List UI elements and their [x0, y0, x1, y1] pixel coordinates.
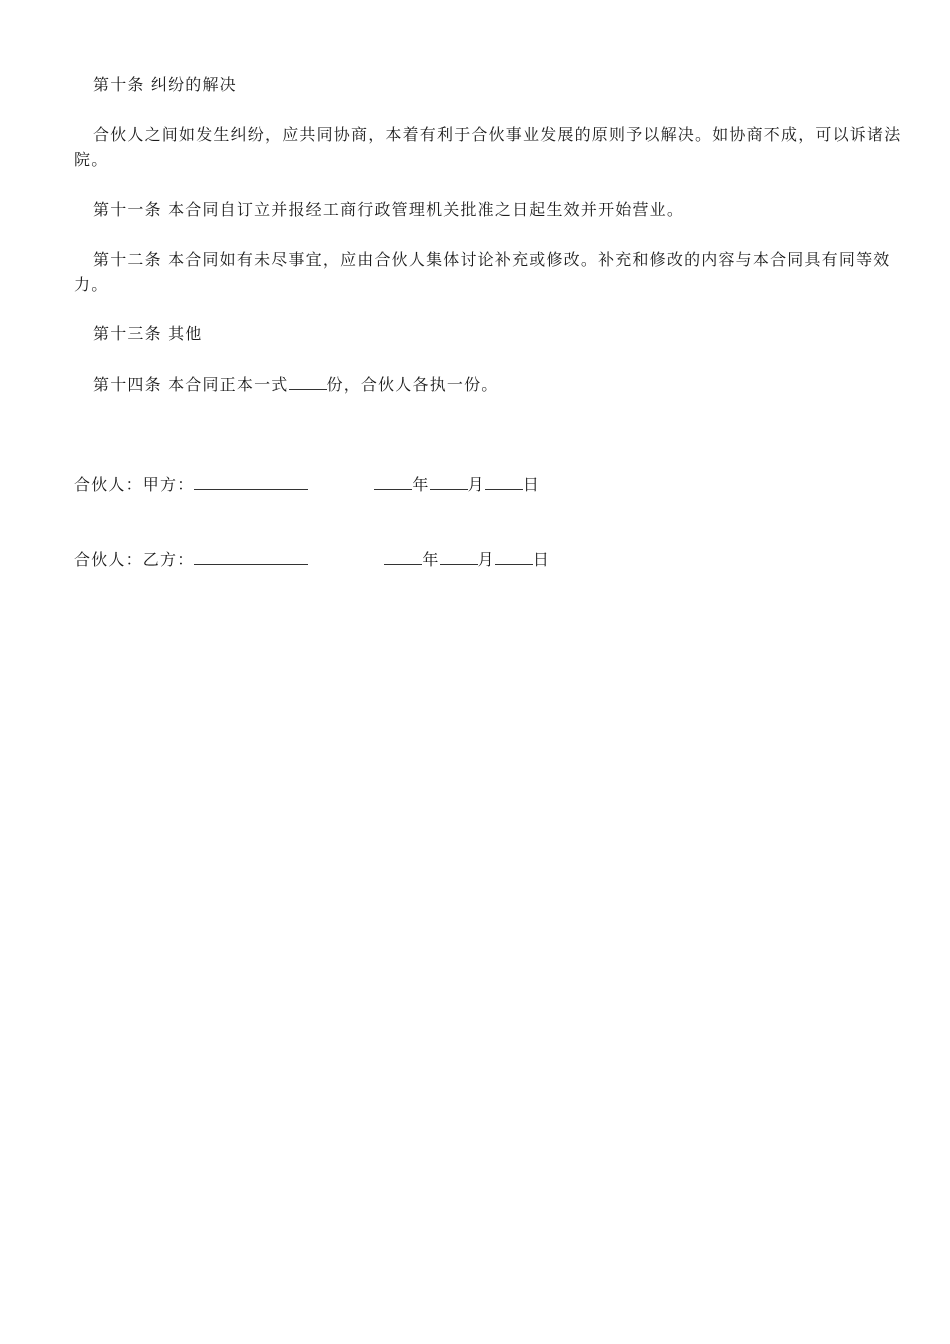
party-a-month-blank[interactable] [430, 471, 468, 490]
article-11: 第十一条 本合同自订立并报经工商行政管理机关批准之日起生效并开始营业。 [93, 200, 685, 219]
party-a-year-blank[interactable] [374, 471, 412, 490]
article-10-title: 第十条 纠纷的解决 [93, 75, 237, 94]
party-a-day-label: 日 [522, 475, 541, 494]
party-b-label: 合伙人：乙方： [74, 550, 195, 569]
party-b-signature-blank[interactable] [194, 546, 308, 565]
article-14-suffix: 份，合伙人各执一份。 [326, 375, 499, 394]
party-a-signature-blank[interactable] [194, 471, 308, 490]
party-b-year-blank[interactable] [384, 546, 422, 565]
copies-blank[interactable] [289, 371, 327, 390]
party-b-day-label: 日 [532, 550, 551, 569]
article-12: 第十二条 本合同如有未尽事宜，应由合伙人集体讨论补充或修改。补充和修改的内容与本合同具有同等效力。 [74, 250, 891, 294]
party-a-year-label: 年 [412, 475, 430, 494]
party-a-day-blank[interactable] [485, 471, 523, 490]
party-b-day-blank[interactable] [495, 546, 533, 565]
article-13: 第十三条 其他 [93, 324, 203, 343]
party-b-month-label: 月 [477, 550, 495, 569]
article-10-body: 合伙人之间如发生纠纷，应共同协商，本着有利于合伙事业发展的原则予以解决。如协商不成，可以诉诸法院。 [74, 125, 902, 169]
party-b-month-blank[interactable] [440, 546, 478, 565]
party-b-year-label: 年 [422, 550, 440, 569]
signature-party-a [74, 471, 540, 497]
party-a-label: 合伙人：甲方： [74, 475, 195, 494]
article-14-prefix: 第十四条 本合同正本一式 [93, 375, 289, 394]
article-14 [74, 371, 908, 397]
party-a-month-label: 月 [467, 475, 485, 494]
signature-party-b [74, 546, 550, 572]
